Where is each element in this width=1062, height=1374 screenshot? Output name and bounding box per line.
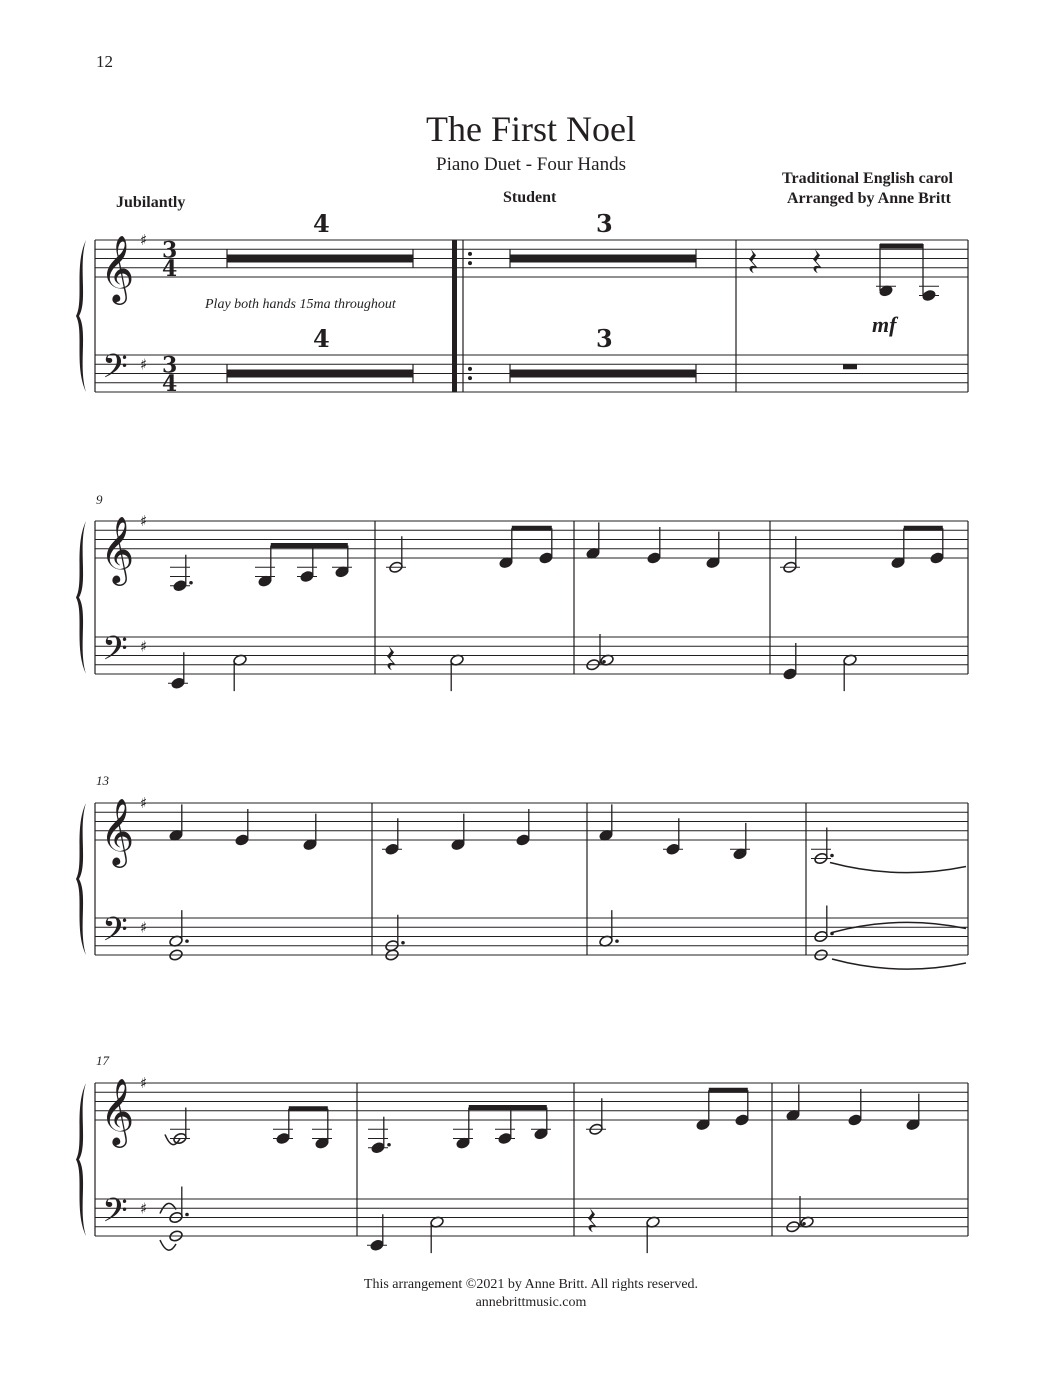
tie xyxy=(832,959,966,969)
repeat-dot xyxy=(468,252,472,256)
credit-composer: Traditional English carol xyxy=(782,170,953,187)
treble-clef: 𝄞 xyxy=(100,234,135,302)
repeat-dot xyxy=(468,376,472,380)
time-signature-top: 3 xyxy=(162,237,178,264)
measure-number: 9 xyxy=(96,492,103,507)
augmentation-dot xyxy=(185,939,189,943)
dynamic-marking: mf xyxy=(872,312,897,337)
copyright-notice: This arrangement ©2021 by Anne Britt. All rights reserved. xyxy=(363,1277,699,1292)
beam xyxy=(880,244,923,249)
bass-clef: 𝄢 xyxy=(102,629,128,676)
time-signature-top: 3 xyxy=(162,352,178,379)
multimeasure-rest-bar xyxy=(227,370,413,378)
key-signature-sharp: ♯ xyxy=(140,637,148,656)
augmentation-dot xyxy=(401,941,405,945)
multimeasure-rest-count: 4 xyxy=(313,209,330,238)
augmentation-dot xyxy=(830,854,834,858)
beam xyxy=(512,526,552,531)
multimeasure-rest-bar xyxy=(227,255,413,263)
multimeasure-rest-bar xyxy=(510,370,696,378)
measure-number: 17 xyxy=(96,1053,109,1068)
whole-rest xyxy=(843,364,857,369)
repeat-dot xyxy=(468,261,472,265)
treble-clef: 𝄞 xyxy=(100,515,135,583)
beam xyxy=(289,1106,328,1111)
augmentation-dot xyxy=(602,660,606,664)
key-signature-sharp: ♯ xyxy=(140,231,148,249)
credit-arranger: Arranged by Anne Britt xyxy=(787,190,951,207)
bass-clef: 𝄢 xyxy=(102,347,128,394)
key-signature-sharp: ♯ xyxy=(140,512,148,530)
time-signature-bottom: 4 xyxy=(162,256,178,282)
key-signature-sharp: ♯ xyxy=(140,794,148,812)
multimeasure-rest-count: 3 xyxy=(596,324,613,353)
measure-number: 13 xyxy=(96,773,109,788)
beam xyxy=(904,526,943,531)
augmentation-dot xyxy=(615,939,619,943)
treble-clef: 𝄞 xyxy=(100,797,135,865)
quarter-rest xyxy=(588,1208,597,1232)
brace xyxy=(76,803,86,955)
brace xyxy=(76,1083,86,1236)
brace xyxy=(76,240,86,392)
bass-clef: 𝄢 xyxy=(102,910,128,957)
multimeasure-rest-count: 4 xyxy=(313,324,330,353)
augmentation-dot xyxy=(802,1222,806,1226)
tie xyxy=(160,1240,176,1250)
multimeasure-rest-bar xyxy=(510,255,696,263)
multimeasure-rest-count: 3 xyxy=(596,209,613,238)
page-number: 12 xyxy=(96,52,113,71)
quarter-rest xyxy=(813,249,822,273)
bass-clef: 𝄢 xyxy=(102,1191,128,1238)
key-signature-sharp: ♯ xyxy=(140,1074,148,1092)
time-signature-bottom: 4 xyxy=(162,371,178,397)
quarter-rest xyxy=(749,249,758,273)
brace xyxy=(76,521,86,674)
augmentation-dot xyxy=(185,1213,189,1217)
part-label: Student xyxy=(503,189,557,206)
performance-instruction: Play both hands 15ma throughout xyxy=(205,297,396,312)
key-signature-sharp: ♯ xyxy=(140,918,148,937)
key-signature-sharp: ♯ xyxy=(140,355,148,374)
subtitle: Piano Duet - Four Hands xyxy=(436,154,626,175)
repeat-thick-barline xyxy=(452,240,457,392)
repeat-dot xyxy=(468,367,472,371)
augmentation-dot xyxy=(189,581,193,585)
key-signature-sharp: ♯ xyxy=(140,1199,148,1218)
tempo-marking: Jubilantly xyxy=(116,194,186,211)
quarter-rest xyxy=(387,646,396,670)
augmentation-dot xyxy=(387,1143,391,1147)
website-url: annebrittmusic.com xyxy=(475,1295,587,1310)
beam xyxy=(271,543,348,548)
beam xyxy=(469,1105,547,1110)
tie xyxy=(830,863,966,873)
page-title: The First Noel xyxy=(426,109,636,149)
treble-clef: 𝄞 xyxy=(100,1077,135,1145)
beam xyxy=(709,1088,748,1093)
